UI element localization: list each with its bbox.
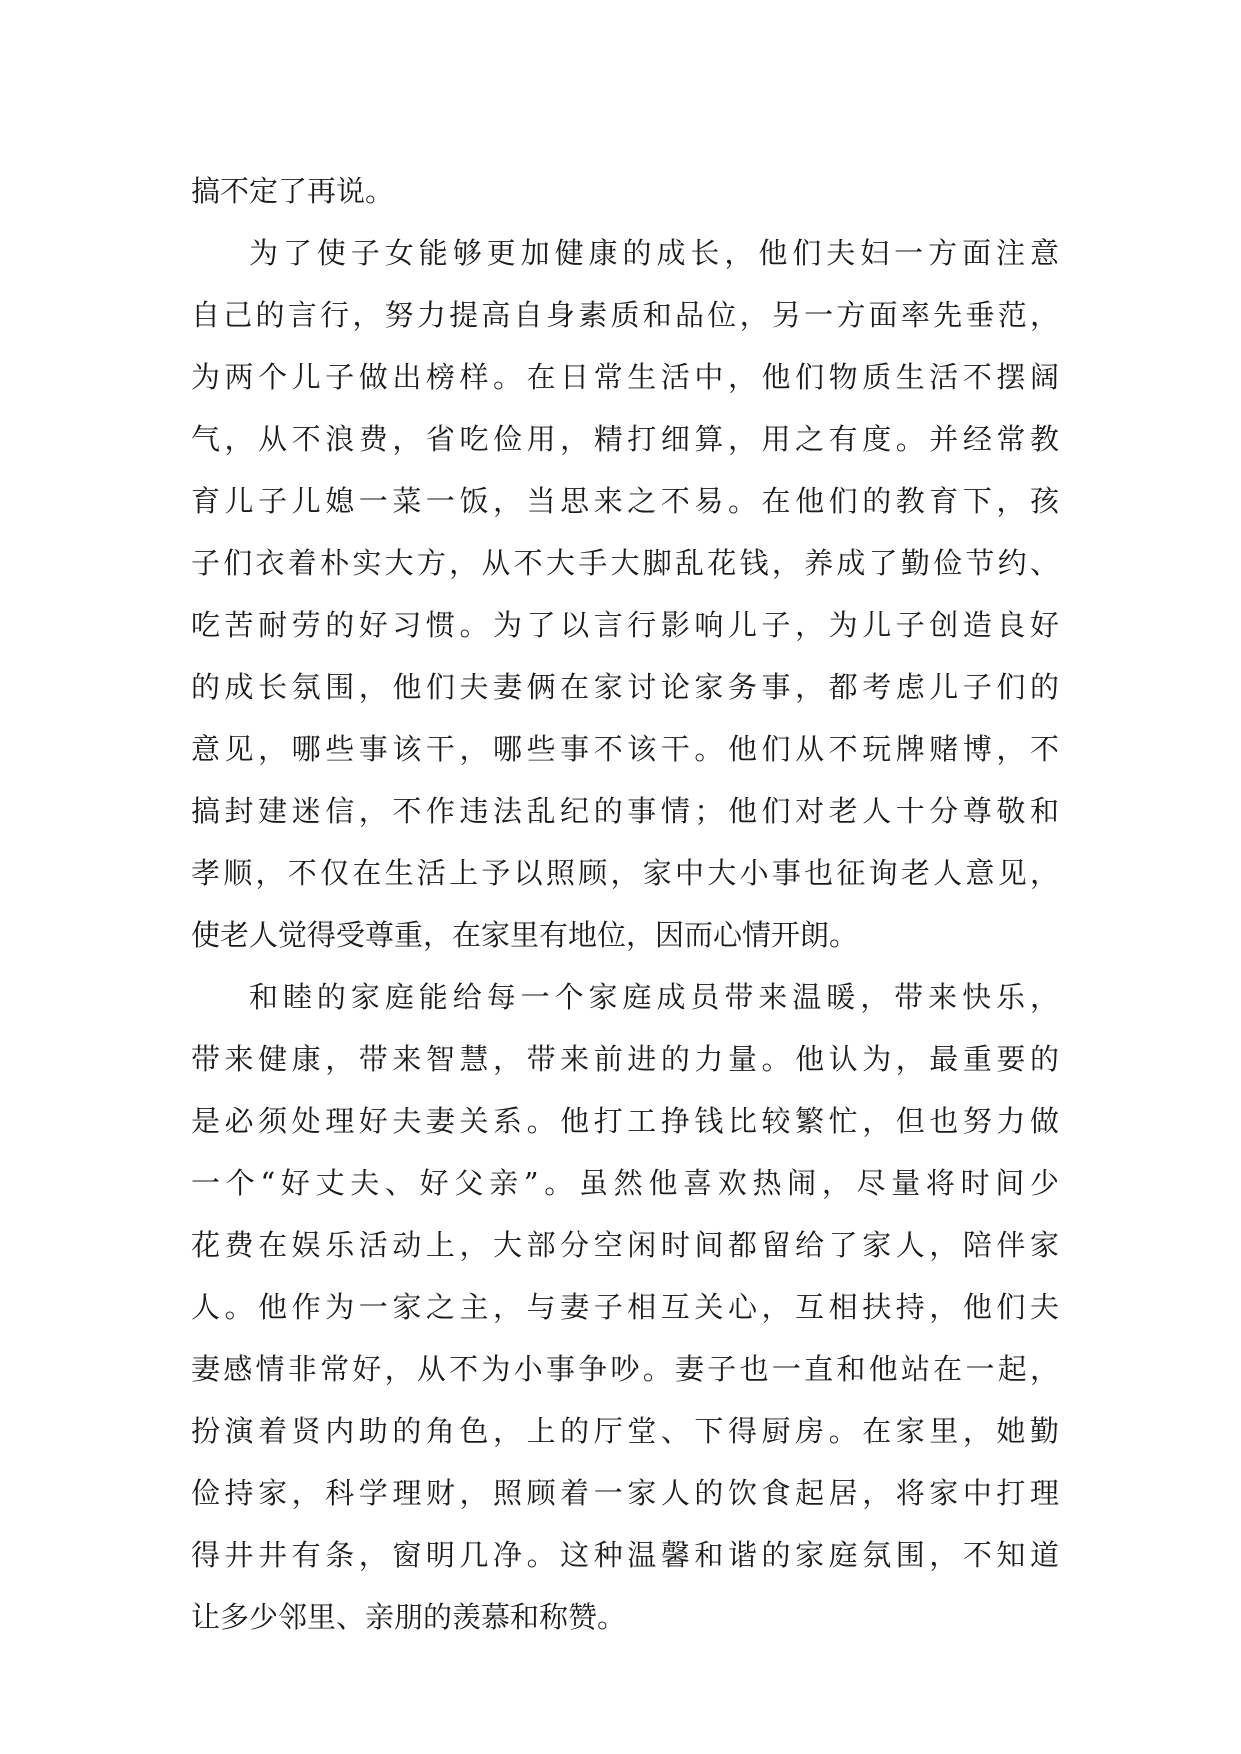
text-line: 扮演着贤内助的角色，上的厅堂、下得厨房。在家里，她勤	[191, 1414, 1059, 1448]
paragraph	[191, 222, 1059, 966]
text-line: 育儿子儿媳一菜一饭，当思来之不易。在他们的教育下，孩	[191, 484, 1059, 518]
text-line: 搞封建迷信，不作违法乱纪的事情；他们对老人十分尊敬和	[191, 794, 1059, 828]
text-line: 带来健康，带来智慧，带来前进的力量。他认为，最重要的	[191, 1042, 1059, 1076]
text-line: 花费在娱乐活动上，大部分空闲时间都留给了家人，陪伴家	[191, 1228, 1059, 1262]
text-line: 人。他作为一家之主，与妻子相互关心，互相扶持，他们夫	[191, 1290, 1059, 1324]
paragraph	[191, 966, 1059, 1648]
text-line: 自己的言行，努力提高自身素质和品位，另一方面率先垂范，	[191, 298, 1059, 332]
text-line: 的成长氛围，他们夫妻俩在家讨论家务事，都考虑儿子们的	[191, 670, 1059, 704]
text-line: 一个“好丈夫、好父亲”。虽然他喜欢热闹，尽量将时间少	[191, 1166, 1059, 1200]
text-line: 子们衣着朴实大方，从不大手大脚乱花钱，养成了勤俭节约、	[191, 546, 1059, 580]
text-line: 妻感情非常好，从不为小事争吵。妻子也一直和他站在一起，	[191, 1352, 1059, 1386]
text-line: 搞不定了再说。	[191, 174, 395, 208]
text-line: 得井井有条，窗明几净。这种温馨和谐的家庭氛围，不知道	[191, 1538, 1059, 1572]
paragraph	[191, 160, 1059, 222]
text-line: 让多少邻里、亲朋的羡慕和称赞。	[191, 1600, 627, 1634]
text-line: 和睦的家庭能给每一个家庭成员带来温暖，带来快乐，	[249, 980, 1059, 1014]
text-line: 为了使子女能够更加健康的成长，他们夫妇一方面注意	[249, 236, 1059, 270]
text-line: 为两个儿子做出榜样。在日常生活中，他们物质生活不摆阔	[191, 360, 1059, 394]
document-body	[191, 160, 1059, 1648]
text-line: 俭持家，科学理财，照顾着一家人的饮食起居，将家中打理	[191, 1476, 1059, 1510]
text-line: 孝顺，不仅在生活上予以照顾，家中大小事也征询老人意见，	[191, 856, 1059, 890]
text-line: 意见，哪些事该干，哪些事不该干。他们从不玩牌赌博，不	[191, 732, 1059, 766]
text-line: 吃苦耐劳的好习惯。为了以言行影响儿子，为儿子创造良好	[191, 608, 1059, 642]
text-line: 使老人觉得受尊重，在家里有地位，因而心情开朗。	[191, 918, 859, 952]
text-line: 气，从不浪费，省吃俭用，精打细算，用之有度。并经常教	[191, 422, 1059, 456]
text-line: 是必须处理好夫妻关系。他打工挣钱比较繁忙，但也努力做	[191, 1104, 1059, 1138]
